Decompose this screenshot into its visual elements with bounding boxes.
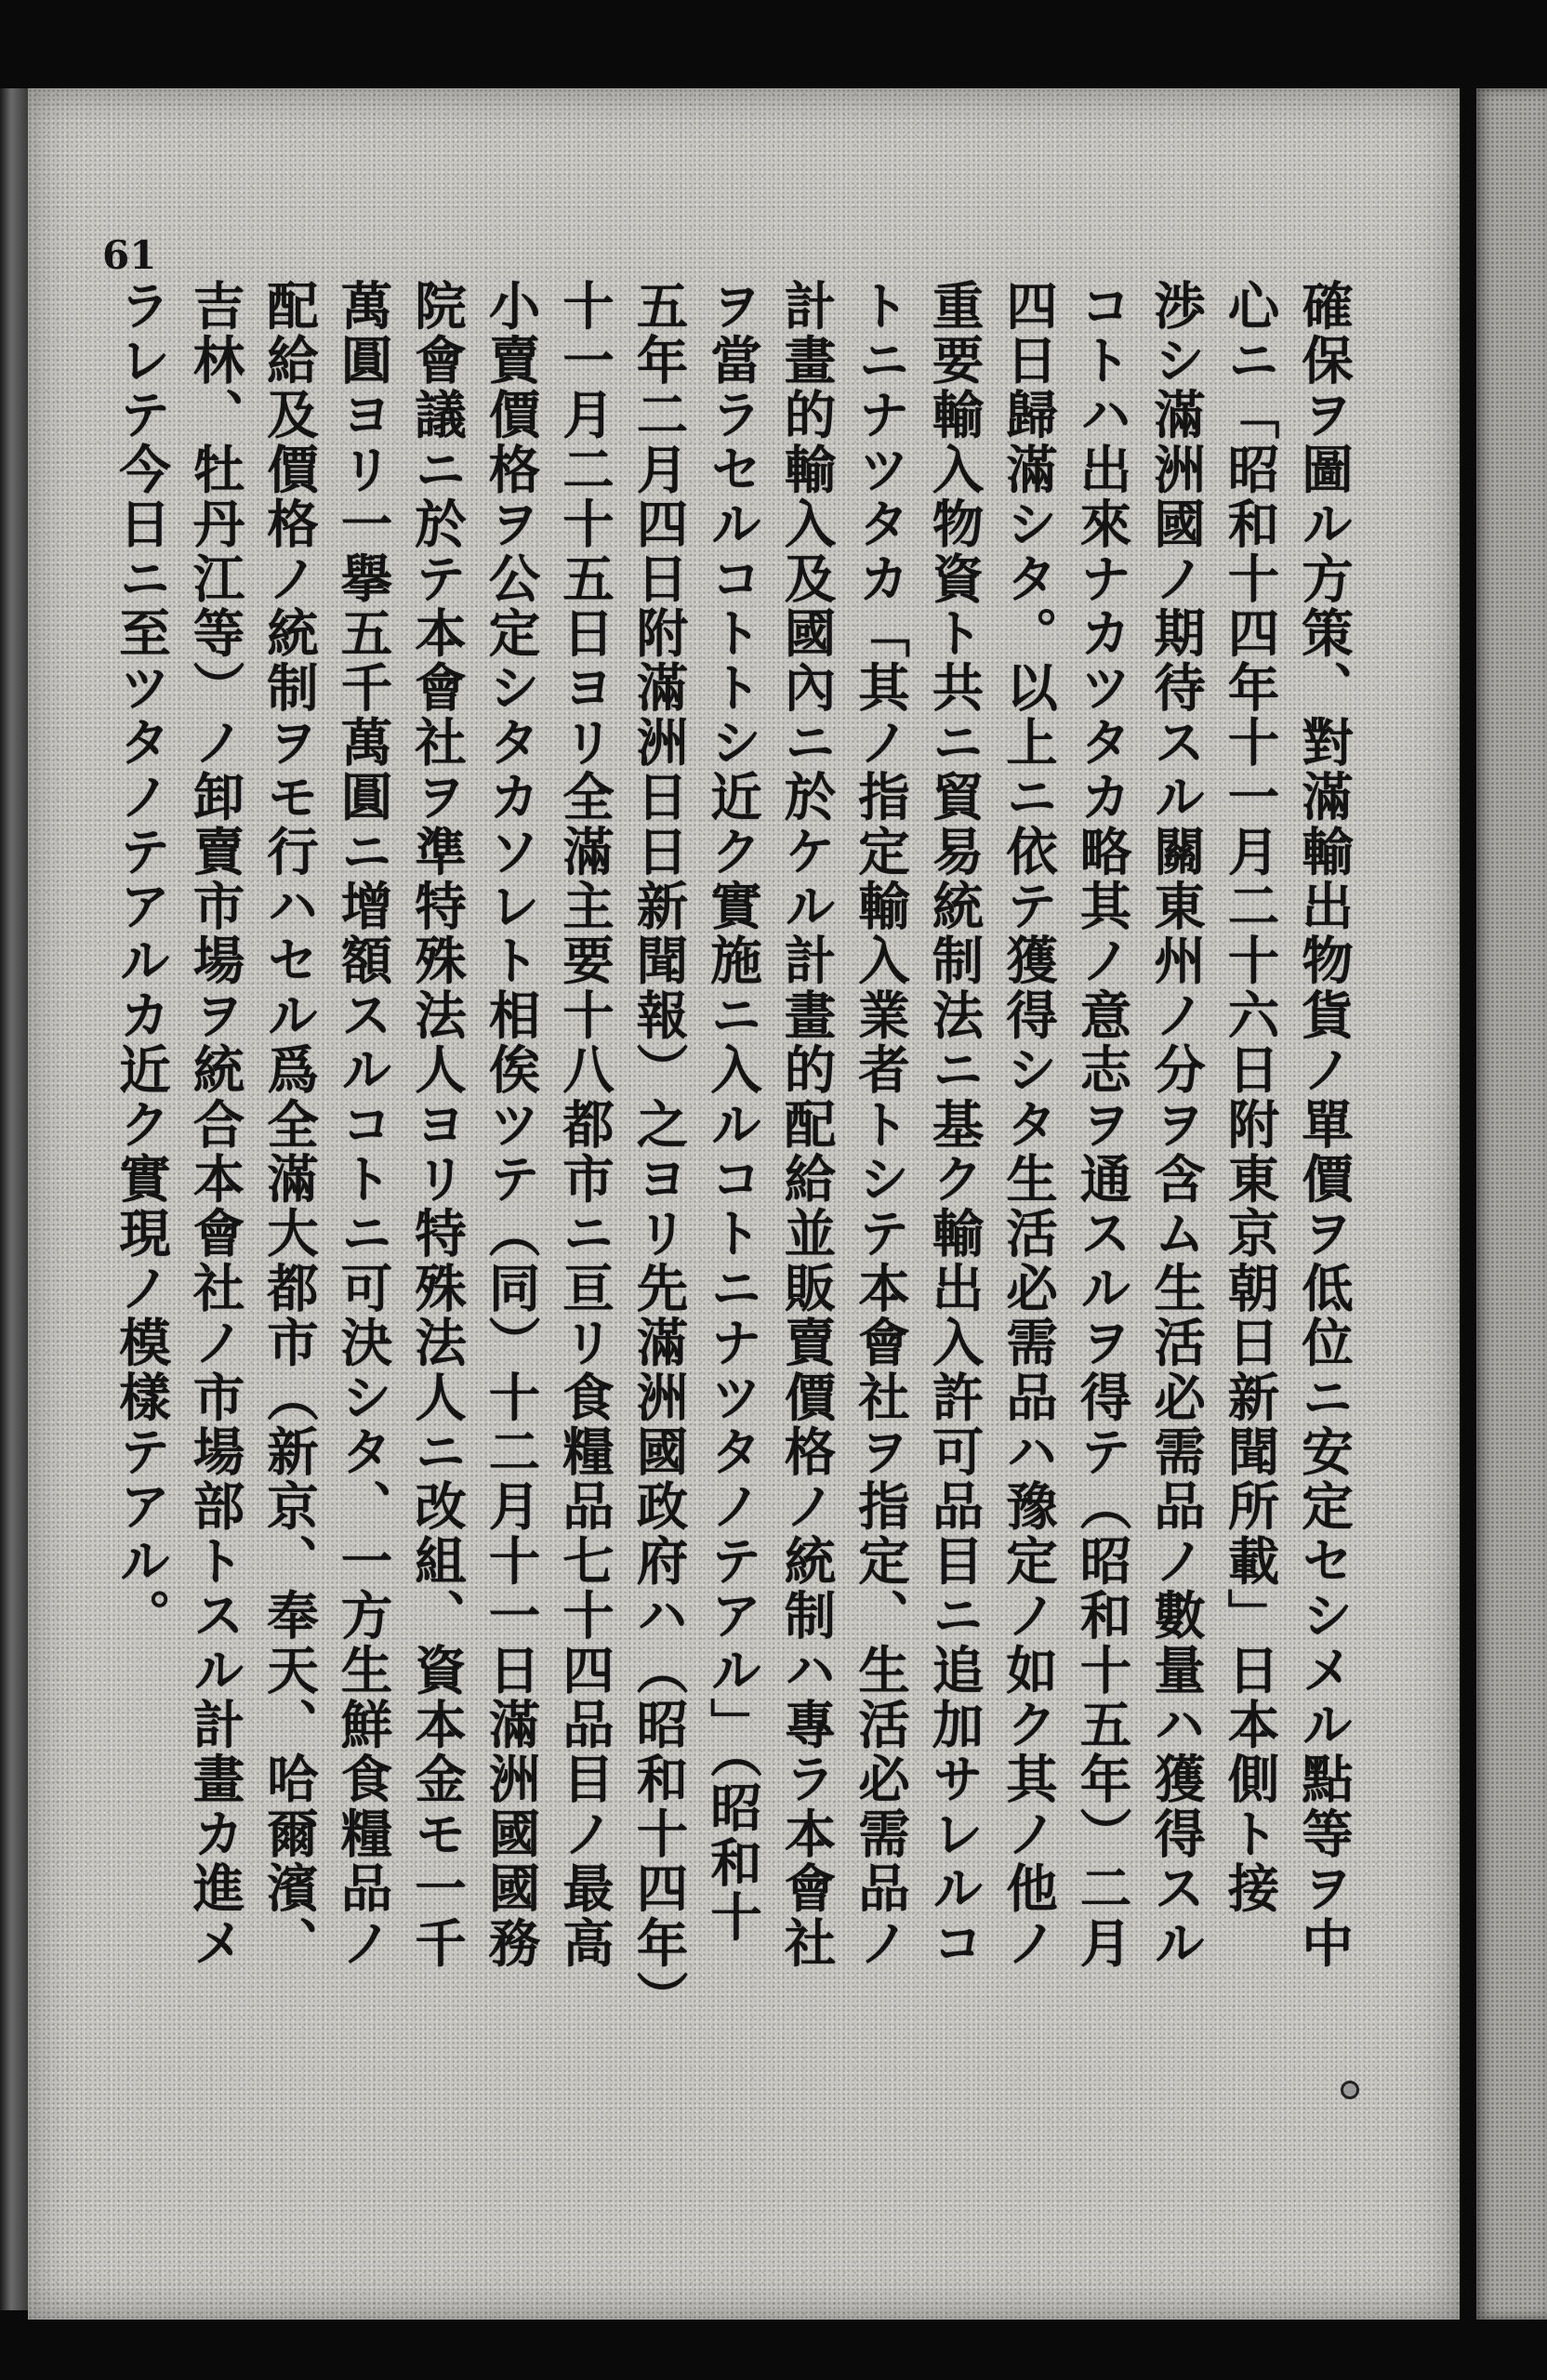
margin-mark <box>1341 2081 1359 2099</box>
text-column-3: 渉シ滿洲國ノ期待スル關東州ノ分ヲ含ム生活必需品ノ數量ハ獲得スル <box>1144 279 1205 1971</box>
book-binding-edge <box>0 88 28 2310</box>
text-column-11: 十一月二十五日ヨリ全滿主要十八都市ニ亘リ食糧品七十四品目ノ最高 <box>553 279 614 1971</box>
page-number: 61 <box>102 232 157 278</box>
text-column-10: 五年二月四日附滿洲日日新聞報）之ヨリ先滿洲國政府ハ（昭和十四年） <box>627 279 688 2026</box>
vertical-text-block <box>110 279 1353 2120</box>
text-column-15: 配給及價格ノ統制ヲモ行ハセル爲全滿大都市（新京、奉天、哈爾濱、 <box>258 279 318 1971</box>
text-column-6: 重要輸入物資ト共ニ貿易統制法ニ基ク輸出入許可品目ニ追加サレルコ <box>922 279 984 1971</box>
text-column-9: ヲ當ラセルコトトシ近ク實施ニ入ルコトニナツタノテアル」（昭和十 <box>701 279 761 1945</box>
text-column-4: コトハ出來ナカツタカ略其ノ意志ヲ通スルヲ得テ（昭和十五年）二月 <box>1070 279 1131 1971</box>
text-column-14: 萬圓ヨリ一擧五千萬圓ニ增額スルコトニ可決シタ、一方生鮮食糧品ノ <box>331 279 392 1971</box>
text-column-13: 院會議ニ於テ本會社ヲ準特殊法人ヨリ特殊法人ニ改組、資本金モ一千 <box>405 279 466 1971</box>
adjacent-page-edge <box>1476 88 1547 2320</box>
text-column-16: 吉林、牡丹江等）ノ卸賣市場ヲ統合本會社ノ市場部トスル計畫カ進メ <box>183 279 245 1971</box>
text-column-7: トニナツタカ「其ノ指定輸入業者トシテ本會社ヲ指定、生活必需品ノ <box>849 279 909 1971</box>
text-column-17: ラレテ今日ニ至ツタノテアルカ近ク實現ノ模樣テアル。 <box>110 279 170 1644</box>
text-column-8: 計畫的輸入及國內ニ於ケル計畫的配給並販賣價格ノ統制ハ專ラ本會社 <box>774 279 836 1971</box>
text-column-2: 心ニ「昭和十四年十一月二十六日附東京朝日新聞所載」日本側ト接 <box>1218 279 1279 1916</box>
text-column-12: 小賣價格ヲ公定シタカソレト相俟ツテ（同）十二月十一日滿洲國國務 <box>479 279 540 1971</box>
text-column-1: 確保ヲ圖ル方策、對滿輸出物貨ノ單價ヲ低位ニ安定セシメル點等ヲ中 <box>1292 279 1353 1971</box>
text-column-5: 四日歸滿シタ。以上ニ依テ獲得シタ生活必需品ハ豫定ノ如ク其ノ他ノ <box>997 279 1057 1971</box>
